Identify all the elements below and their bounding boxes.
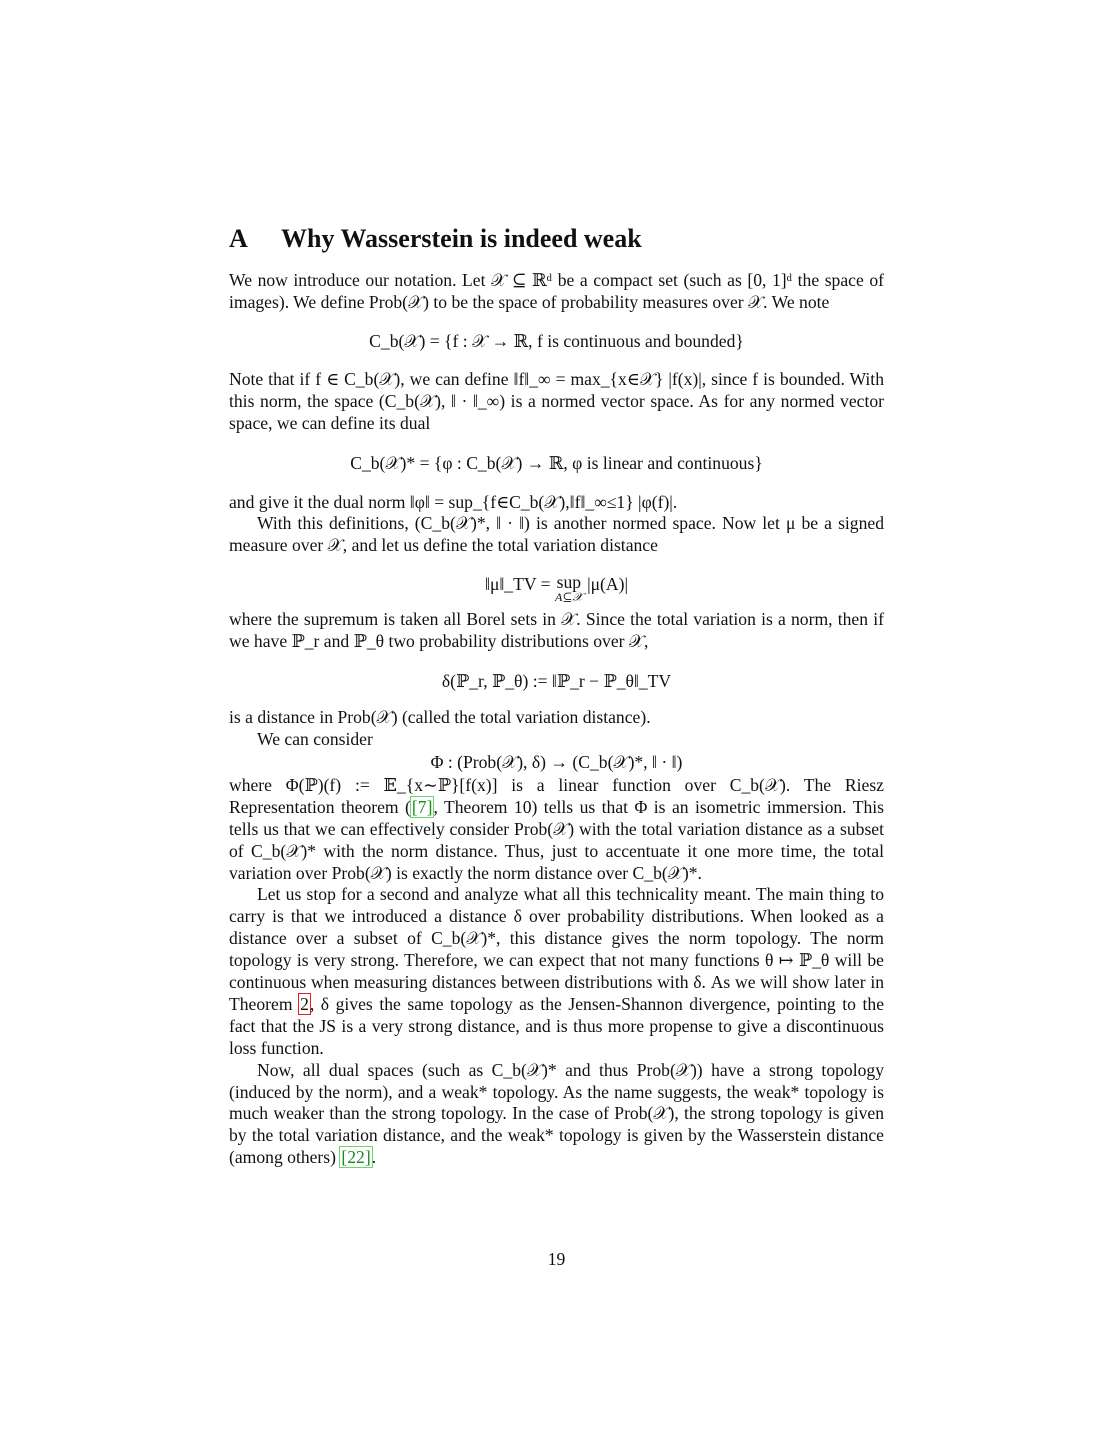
paragraph-topology: [229, 884, 884, 1059]
sup-word: sup: [556, 572, 582, 593]
riesz-text-pre: where Φ(ℙ)(f) := 𝔼_{x∼ℙ}[f(x)] is a linear function over C_b(𝒳). The Riesz Representation theorem (: [229, 774, 884, 817]
equation-cb: C_b(𝒳) = {f : 𝒳 → ℝ, f is continuous and bounded}: [369, 330, 744, 351]
topology-text-pre: Let us stop for a second and analyze what all this technicality meant. The main thing to carry is that we introduced a distance δ over probability distributions. When looked as a distance over a subset of C_b(𝒳)*, this distance gives the norm topology. The norm topology is very strong. Therefore, we can expect that not many functions θ ↦ ℙ_θ will be continuous when measuring distances between distributions with δ. As we will show later in Theorem: [229, 884, 884, 1014]
riesz-text-post: , Theorem 10) tells us that Φ is an isometric immersion. This tells us that we can effectively consider Prob(𝒳) with the total variation distance as a subset of C_b(𝒳)* with the norm distance. Thus, just to accentuate it one more time, the total variation over Prob(𝒳) is exactly the norm distance over C_b(𝒳)*.: [229, 796, 884, 883]
theorem-link-2[interactable]: 2: [300, 993, 309, 1014]
weak-text-post: .: [371, 1147, 377, 1168]
equation-phi: Φ : (Prob(𝒳), δ) → (C_b(𝒳)*, ‖ · ‖): [430, 751, 683, 772]
equation-dual: C_b(𝒳)* = {φ : C_b(𝒳) → ℝ, φ is linear and continuous}: [350, 452, 763, 473]
paragraph-norm: Note that if f ∈ C_b(𝒳), we can define ‖f‖_∞ = max_{x∈𝒳} |f(x)|, since f is bounded. With this norm, the space (C_b(𝒳), ‖ · ‖_∞) is a normed vector space. As for any normed vector space, we can define its dual: [229, 368, 884, 433]
paragraph-riesz: [229, 775, 884, 885]
page-number: 19: [547, 1249, 566, 1269]
topology-text-post: , δ gives the same topology as the Jensen-Shannon divergence, pointing to the fact that the JS is a very strong distance, and is thus more propense to give a discontinuous loss function.: [229, 993, 884, 1058]
sup-subscript: A⊆𝒳: [554, 590, 583, 605]
section-title: Why Wasserstein is indeed weak: [281, 224, 642, 253]
paragraph-consider: We can consider: [257, 728, 373, 749]
equation-tv-norm: [229, 573, 884, 603]
citation-link-7[interactable]: [7]: [411, 796, 433, 817]
section-heading: [229, 222, 884, 256]
paragraph-dual-norm: and give it the dual norm ‖φ‖ = sup_{f∈C_b(𝒳),‖f‖_∞≤1} |φ(f)|.: [229, 491, 678, 512]
paragraph-supremum: where the supremum is taken all Borel sets in 𝒳. Since the total variation is a norm, then if we have ℙ_r and ℙ_θ two probability distributions over 𝒳,: [229, 609, 884, 652]
paragraph-distance: is a distance in Prob(𝒳) (called the total variation distance).: [229, 707, 651, 728]
paragraph-signed-measure: With this definitions, (C_b(𝒳)*, ‖ · ‖) is another normed space. Now let μ be a signed measure over 𝒳, and let us define the total variation distance: [229, 513, 884, 556]
sup-operator: [555, 573, 583, 603]
paper-page: [229, 222, 884, 1169]
equation-tv-left: ‖μ‖_TV =: [485, 574, 555, 595]
paragraph-weak-star: [229, 1060, 884, 1170]
paragraph-notation: We now introduce our notation. Let 𝒳 ⊆ ℝᵈ be a compact set (such as [0, 1]ᵈ the space of images). We define Prob(𝒳) to be the space of probability measures over 𝒳. We note: [229, 270, 884, 312]
weak-text-pre: Now, all dual spaces (such as C_b(𝒳)* and thus Prob(𝒳)) have a strong topology (induced by the norm), and a weak* topology. As the name suggests, the weak* topology is much weaker than the strong topology. In the case of Prob(𝒳), the strong topology is given by the total variation distance, and the weak* topology is given by the Wasserstein distance (among others): [229, 1059, 884, 1168]
equation-delta: δ(ℙ_r, ℙ_θ) := ‖ℙ_r − ℙ_θ‖_TV: [441, 671, 672, 692]
section-number: A: [229, 224, 248, 253]
citation-link-22[interactable]: [22]: [341, 1147, 371, 1168]
equation-tv-right: |μ(A)|: [582, 574, 628, 595]
